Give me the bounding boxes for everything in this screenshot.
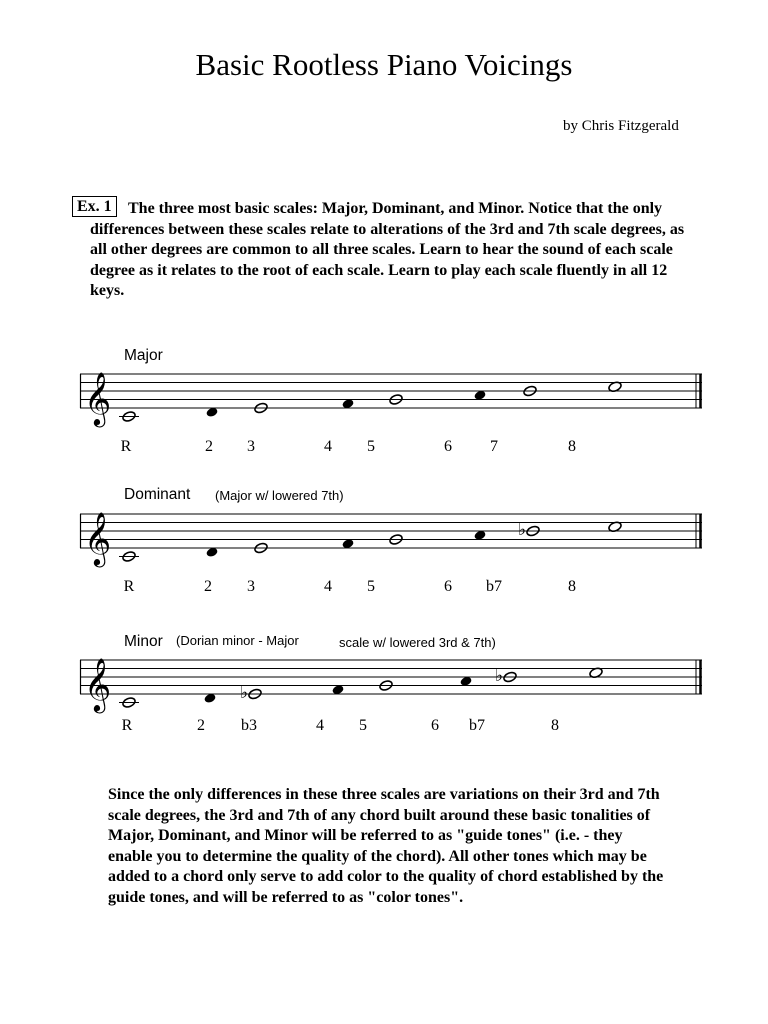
scale-note	[460, 676, 472, 686]
scale-degree-label: 7	[490, 438, 498, 455]
scale-degree-label: 5	[367, 578, 375, 595]
scale-degree-label: 4	[316, 717, 324, 734]
flat-sign-icon: ♭	[240, 683, 249, 703]
scale-name-major: Major	[124, 347, 163, 364]
intro-paragraph: The three most basic scales: Major, Dominant, and Minor. Notice that the only differences between these scales relate to alterations of the 3rd and 7th scale degrees, as all other degrees are common to all three scales. Learn to hear the sound of each scale degree as it relates to the root of each scale. Learn to play each scale fluently in all 12 keys.	[90, 200, 685, 299]
scale-degree-label: 3	[247, 438, 255, 455]
treble-clef-icon: 𝄞	[84, 371, 112, 425]
treble-clef-icon: 𝄞	[84, 657, 112, 711]
example-label: Ex. 1	[72, 196, 117, 217]
scale-degree-label: 8	[568, 578, 576, 595]
scale-degree-label: 2	[204, 578, 212, 595]
scale-degree-label: R	[121, 717, 133, 734]
scale-subtitle-minor-b: scale w/ lowered 3rd & 7th)	[339, 635, 496, 650]
scale-note	[474, 530, 486, 540]
scale-degree-label: 8	[568, 438, 576, 455]
scale-subtitle-dominant: (Major w/ lowered 7th)	[215, 488, 344, 503]
scale-note	[342, 539, 354, 549]
scale-note	[206, 407, 218, 417]
flat-sign-icon: ♭	[518, 520, 527, 540]
scale-degree-label: 2	[197, 717, 205, 734]
scale-note	[119, 696, 139, 708]
scale-degree-label: 6	[431, 717, 439, 734]
scale-name-dominant: Dominant	[124, 486, 191, 503]
filled-notehead	[206, 547, 218, 557]
flat-sign-icon: ♭	[495, 666, 504, 686]
scale-degree-label: 4	[324, 438, 332, 455]
scale-degree-label: 3	[247, 578, 255, 595]
filled-notehead	[474, 390, 486, 400]
scale-note	[474, 390, 486, 400]
filled-notehead	[332, 685, 344, 695]
scale-subtitle-minor-a: (Dorian minor - Major	[176, 633, 299, 648]
scale-degree-label: 2	[205, 438, 213, 455]
scale-degree-label: 8	[551, 717, 559, 734]
scale-degree-label: 4	[324, 578, 332, 595]
filled-notehead	[204, 693, 216, 703]
filled-notehead	[342, 539, 354, 549]
scale-note	[204, 693, 216, 703]
scale-note	[342, 399, 354, 409]
author-byline: by Chris Fitzgerald	[563, 118, 679, 134]
staff-major	[80, 358, 710, 438]
summary-paragraph: Since the only differences in these three scales are variations on their 3rd and 7th scale degrees, the 3rd and 7th of any chord built around these basic tonalities of Major, Dominant, and Minor will be referred to as "guide tones" (i.e. - they enable you to determine the quality of the chord). All other tones which may be added to a chord only serve to add color to the quality of chord established by the guide tones, and will be referred to as "color tones".	[108, 786, 664, 906]
scale-degree-label: 5	[359, 717, 367, 734]
scale-degree-label: b3	[241, 717, 257, 734]
treble-clef-icon: 𝄞	[84, 511, 112, 565]
staff-dominant	[80, 498, 710, 578]
scale-degree-label: 6	[444, 438, 452, 455]
scale-degree-label: R	[123, 578, 135, 595]
scale-degree-label: b7	[469, 717, 485, 734]
page-title: Basic Rootless Piano Voicings	[195, 47, 573, 82]
filled-notehead	[460, 676, 472, 686]
scale-note	[119, 550, 139, 562]
scale-note	[119, 410, 139, 422]
scale-note	[206, 547, 218, 557]
staff-minor	[80, 644, 710, 724]
scale-note	[332, 685, 344, 695]
filled-notehead	[342, 399, 354, 409]
scale-degree-label: b7	[486, 578, 502, 595]
scale-degree-label: 5	[367, 438, 375, 455]
scale-degree-label: R	[120, 438, 132, 455]
scale-degree-label: 6	[444, 578, 452, 595]
filled-notehead	[474, 530, 486, 540]
scale-name-minor: Minor	[124, 633, 163, 650]
filled-notehead	[206, 407, 218, 417]
